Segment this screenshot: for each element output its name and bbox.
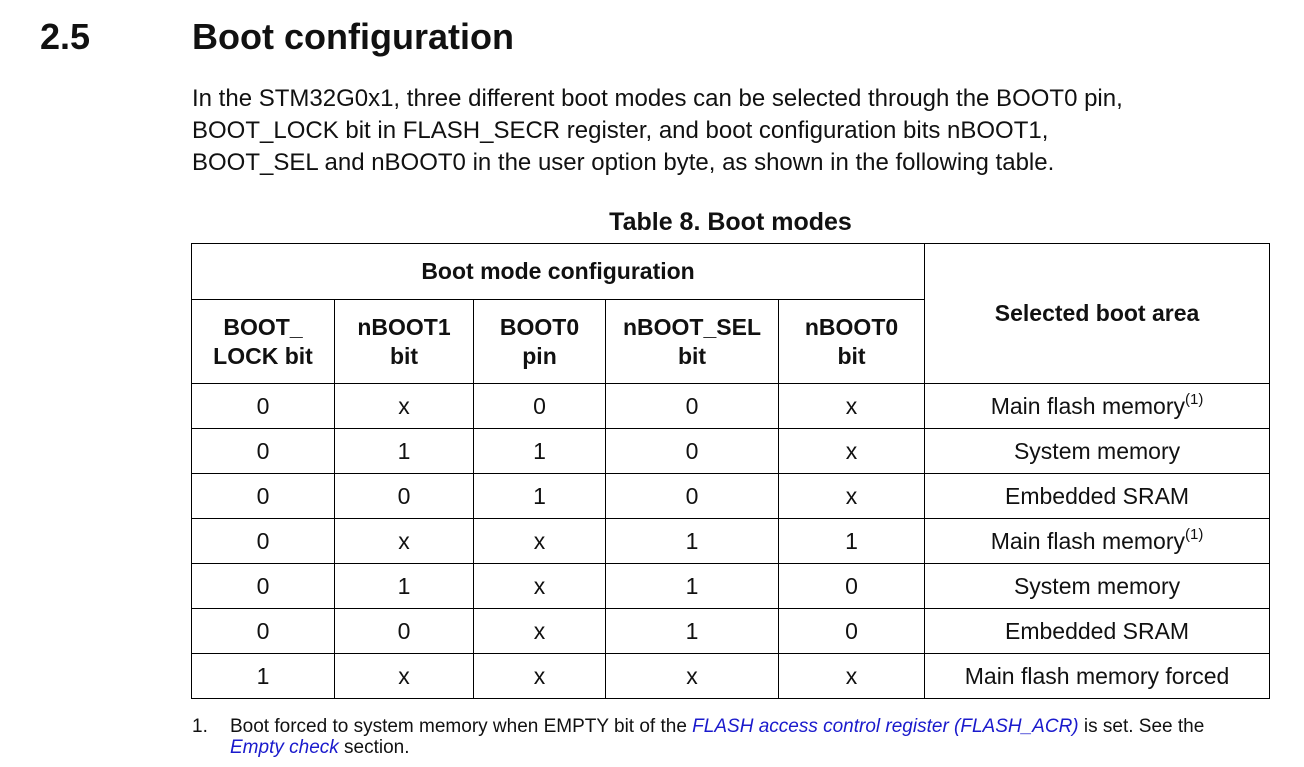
table-cell: 0 [192, 609, 335, 654]
group-header: Boot mode configuration [192, 244, 925, 300]
table-cell: 0 [779, 609, 925, 654]
table-cell: 1 [335, 564, 474, 609]
footnote-ref: (1) [1185, 525, 1204, 543]
table-cell: 0 [192, 384, 335, 429]
table-cell: x [474, 609, 606, 654]
boot-area-label: Main flash memory forced [964, 662, 1230, 689]
table-cell: 0 [474, 384, 606, 429]
intro-line: BOOT_SEL and nBOOT0 in the user option byte, as shown in the following table. [192, 149, 1055, 176]
table-cell: x [779, 474, 925, 519]
footnote-ref: (1) [1185, 390, 1204, 408]
table-cell: x [779, 429, 925, 474]
table-row [192, 429, 1270, 474]
table-cell: 1 [335, 429, 474, 474]
table-cell: 1 [192, 654, 335, 699]
intro-line: BOOT_LOCK bit in FLASH_SECR register, and boot configuration bits nBOOT1, [192, 117, 1049, 144]
table-cell: 0 [192, 429, 335, 474]
table-body [192, 384, 1270, 699]
table-cell: 1 [779, 519, 925, 564]
table-cell: 0 [606, 384, 779, 429]
table-row [192, 654, 1270, 699]
table-cell: 0 [335, 609, 474, 654]
flash-acr-link[interactable]: FLASH access control register (FLASH_ACR) [692, 716, 1079, 737]
footnote-number: 1. [192, 716, 208, 737]
boot-area-label: Embedded SRAM [1005, 482, 1190, 509]
table-cell: x [779, 654, 925, 699]
table-row [192, 519, 1270, 564]
table-caption: Table 8. Boot modes [609, 208, 852, 236]
boot-area-label: Main flash memory [990, 392, 1186, 419]
column-header: BOOT_ LOCK bit [192, 300, 335, 384]
column-header: BOOT0 pin [474, 300, 606, 384]
column-header: nBOOT_SEL bit [606, 300, 779, 384]
table-cell: x [474, 519, 606, 564]
selected-area-header: Selected boot area [925, 244, 1270, 384]
boot-area-cell [925, 384, 1270, 429]
column-header: nBOOT1 bit [335, 300, 474, 384]
boot-area-cell [925, 654, 1270, 699]
intro-paragraph [192, 83, 1272, 179]
table-cell: 0 [335, 474, 474, 519]
table-cell: 1 [606, 609, 779, 654]
footnote-text: Boot forced to system memory when EMPTY bit of the FLASH access control register (FLASH_ACR) is set. See the Empty check section. [230, 716, 1205, 758]
boot-area-cell [925, 609, 1270, 654]
boot-area-label: System memory [1013, 437, 1181, 464]
boot-area-cell [925, 474, 1270, 519]
boot-area-label: Main flash memory [990, 527, 1186, 554]
table-cell: x [474, 654, 606, 699]
table-cell: x [335, 519, 474, 564]
boot-area-cell [925, 429, 1270, 474]
table-cell: 0 [606, 429, 779, 474]
table-row [192, 564, 1270, 609]
intro-line: In the STM32G0x1, three different boot modes can be selected through the BOOT0 pin, [192, 85, 1123, 112]
boot-area-cell [925, 519, 1270, 564]
section-title: Boot configuration [192, 16, 514, 57]
table-cell: 1 [474, 474, 606, 519]
table-cell: x [474, 564, 606, 609]
boot-modes-table [191, 243, 1270, 699]
table-cell: 0 [192, 474, 335, 519]
table-cell: 1 [606, 564, 779, 609]
table-cell: x [606, 654, 779, 699]
empty-check-link[interactable]: Empty check [230, 737, 339, 758]
table-cell: x [335, 654, 474, 699]
table-row [192, 474, 1270, 519]
table-row [192, 384, 1270, 429]
boot-area-cell [925, 564, 1270, 609]
table-cell: 0 [192, 564, 335, 609]
table-cell: 1 [606, 519, 779, 564]
boot-area-label: System memory [1013, 572, 1181, 599]
boot-area-label: Embedded SRAM [1005, 617, 1190, 644]
table-cell: x [335, 384, 474, 429]
table-cell: 0 [779, 564, 925, 609]
table-cell: 1 [474, 429, 606, 474]
table-cell: x [779, 384, 925, 429]
column-header: nBOOT0 bit [779, 300, 925, 384]
table-row [192, 609, 1270, 654]
section-number: 2.5 [40, 16, 91, 57]
table-cell: 0 [192, 519, 335, 564]
table-cell: 0 [606, 474, 779, 519]
